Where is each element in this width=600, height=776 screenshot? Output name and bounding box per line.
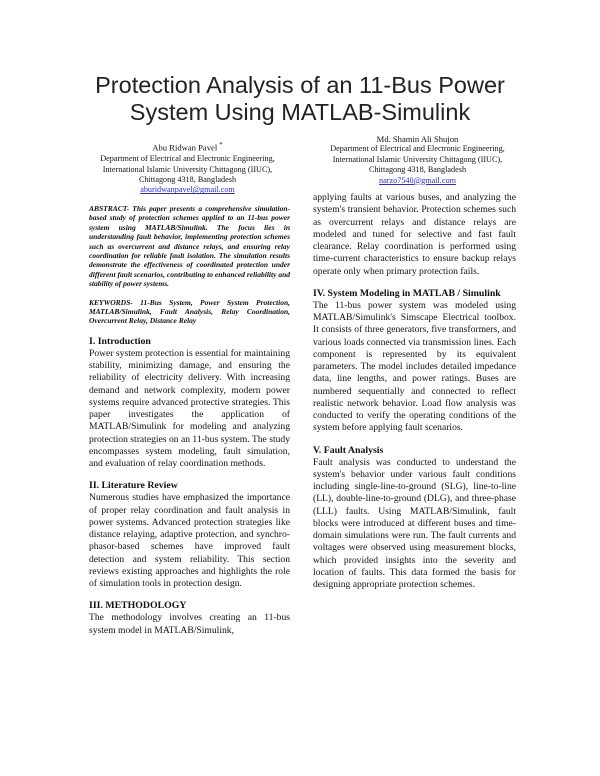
- introduction-text: Power system protection is essential for maintaining stability, minimizing damage, and ensuring the reliability of electricity delivery. With increasing demand and network complexity, modern power systems require advanced protective strategies. This paper investigates the application of MATLAB/Simulink for modeling and analyzing protection strategies on an 11-bus system. The study encompasses system modeling, fault simulation, and evaluation of relay coordination methods.: [89, 347, 290, 470]
- methodology-text-left: The methodology involves creating an 11-bus system model in MATLAB/Simulink,: [89, 612, 290, 636]
- author-location: Chittagong 4318, Bangladesh: [138, 174, 237, 184]
- fault-analysis-text: Fault analysis was conducted to understand the system's behavior under various fault conditions including single-line-to-ground (SLG), line-to-line (LL), double-line-to-ground (DLG), and three-phase (LLL) faults. Using MATLAB/Simulink, fault blocks were introduced at different buses and time-domain simulations were run. The fault currents and voltages were observed using measurement blocks, which provided insights into the severity and location of faults. This data formed the basis for designing appropriate protection schemes.: [313, 456, 516, 590]
- author-block-2: [310, 134, 525, 186]
- author-department: Department of Electrical and Electronic Engineering,: [100, 154, 275, 164]
- author-department: Department of Electrical and Electronic Engineering,: [330, 144, 505, 154]
- author-email-link[interactable]: narzo7540@gmail.com: [379, 175, 456, 185]
- left-column: [89, 204, 290, 637]
- fault-analysis-heading: V. Fault Analysis: [313, 444, 384, 456]
- abstract: ABSTRACT- This paper presents a comprehensive simulation-based study of protection schemes applied to an 11-bus power system using MATLAB/Simulink. The focus lies in understanding fault behavior, implementing protection schemes such as overcurrent and distance relays, and ensuring relay coordination for reliable fault isolation. The simulation results demonstrate the effectiveness of coordinated protection under different fault scenarios, contributing to enhanced reliability and stability of power systems.: [89, 204, 290, 289]
- author-name: Md. Shamin Ali Shujon: [376, 134, 459, 144]
- author-block-1: [80, 141, 295, 196]
- literature-heading: II. Literature Review: [89, 480, 178, 492]
- author-location: Chittagong 4318, Bangladesh: [368, 165, 467, 175]
- keywords: KEYWORDS- 11-Bus System, Power System Protection, MATLAB/Simulink, Fault Analysis, Relay Coordination, Overcurrent Relay, Distance Relay: [89, 297, 290, 326]
- methodology-text-right: applying faults at various buses, and analyzing the system's transient behavior. Protection schemes such as overcurrent relays and distance relays are modeled and tuned for selective and fast fault clearance. Relay coordination is performed using time-current characteristics to ensure backup relays operate only when primary protection fails.: [313, 192, 516, 277]
- author-name: Abu Ridwan Pavel *: [152, 142, 223, 153]
- author-university: International Islamic University Chittagong (IIUC),: [102, 164, 273, 174]
- author-university: International Islamic University Chittagong (IIUC),: [332, 154, 503, 164]
- literature-text: Numerous studies have emphasized the importance of proper relay coordination and fault analysis in power systems. Advanced protection strategies like distance relaying, adaptive protection, and synchro-phasor-based schemes have improved fault detection and system reliability. This section reviews existing approaches and highlights the role of simulation tools in protection design.: [89, 492, 290, 590]
- author-email-link[interactable]: aburidwanpavel@gmail.com: [140, 185, 235, 195]
- modeling-text: The 11-bus power system was modeled using MATLAB/Simulink's Simscape Electrical toolbox. It consists of three generators, five transformers, and various loads connected via transmission lines. Each component is represented by its equivalent parameters. The model includes detailed impedance data, line lengths, and power ratings. Buses are numbered sequentially and connected to reflect realistic network behavior. Load flow analysis was conducted to verify the operating conditions of the system before applying fault scenarios.: [313, 299, 516, 434]
- introduction-heading: I. Introduction: [89, 335, 151, 347]
- modeling-heading: IV. System Modeling in MATLAB / Simulink: [313, 287, 501, 299]
- methodology-heading: III. METHODOLOGY: [89, 600, 187, 612]
- paper-title: Protection Analysis of an 11-Bus Power System Using MATLAB-Simulink: [95, 72, 505, 125]
- right-column: [313, 192, 516, 591]
